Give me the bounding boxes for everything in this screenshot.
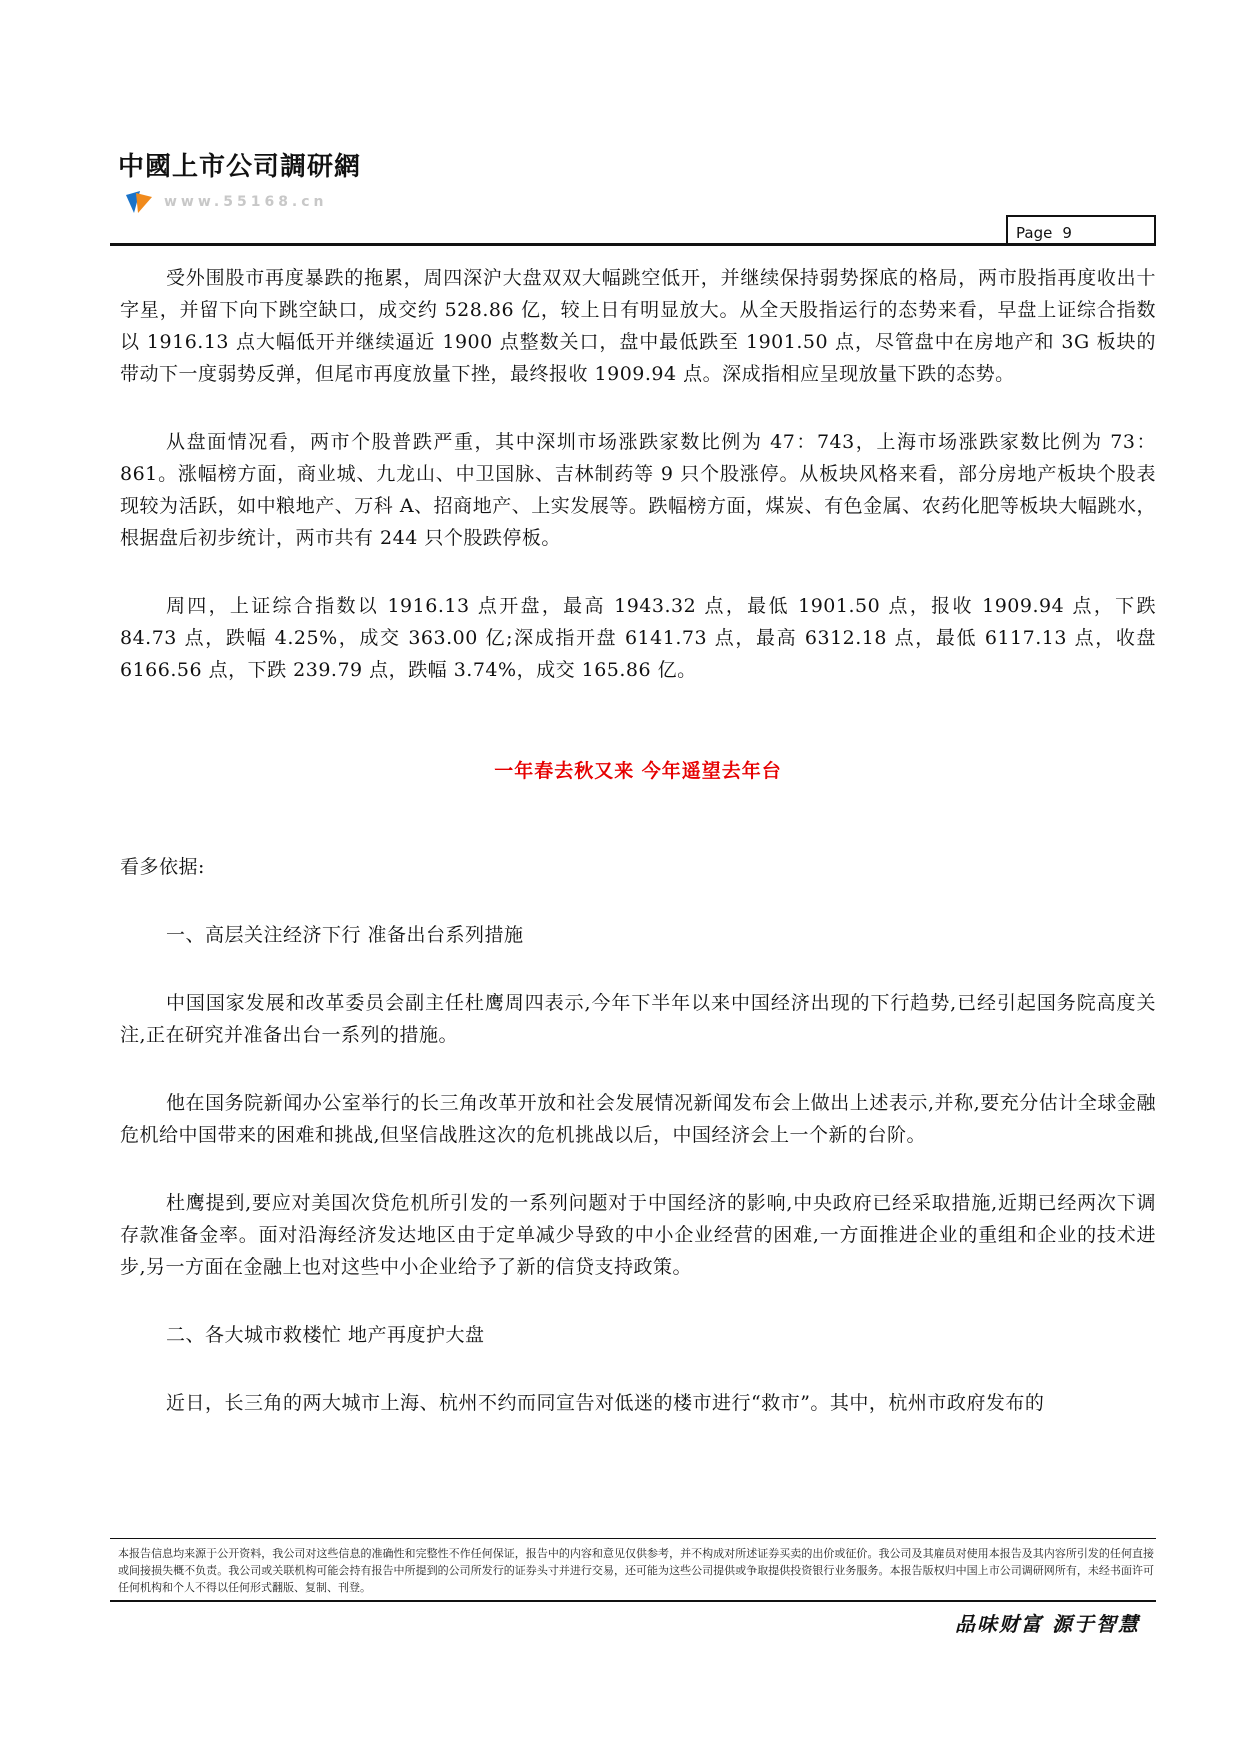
heading-two: 二、各大城市救楼忙 地产再度护大盘 bbox=[166, 1324, 485, 1346]
paragraph-property-rescue: 近日，长三角的两大城市上海、杭州不约而同宣告对低迷的楼市进行“救市”。其中，杭州市政府发布的 bbox=[166, 1392, 1045, 1414]
page-number: 9 bbox=[1062, 224, 1072, 242]
footer-divider-bottom bbox=[110, 1600, 1156, 1602]
page-label: Page bbox=[1016, 224, 1053, 242]
paragraph-market-breadth: 从盘面情况看，两市个股普跌严重，其中深圳市场涨跌家数比例为 47：743，上海市场涨跌家数比例为 73：861。涨幅榜方面，商业城、九龙山、中卫国脉、吉林制药等 9 只个股涨停。从板块风格来看，部分房地产板块个股表现较为活跃，如中粮地产、万科 A、招商地产、上实发展等。跌幅榜方面，煤炭、有色金属、农药化肥等板块大幅跳水，根据盘后初步统计，两市共有 244 只个股跌停板。 bbox=[120, 431, 1156, 549]
paragraph-index-data: 周四，上证综合指数以 1916.13 点开盘，最高 1943.32 点，最低 1901.50 点，报收 1909.94 点，下跌 84.73 点，跌幅 4.25%，成交 363.00 亿;深成指开盘 6141.73 点，最高 6312.18 点，最低 6117.13 点，收盘 6166.56 点，下跌 239.79 点，跌幅 3.74%，成交 165.86 亿。 bbox=[120, 595, 1156, 681]
paragraph-market-summary: 受外围股市再度暴跌的拖累，周四深沪大盘双双大幅跳空低开，并继续保持弱势探底的格局，两市股指再度收出十字星，并留下向下跳空缺口，成交约 528.86 亿，较上日有明显放大。从全天股指运行的态势来看，早盘上证综合指数以 1916.13 点大幅低开并继续逼近 1900 点整数关口，盘中最低跌至 1901.50 点，尽管盘中在房地产和 3G 板块的带动下一度弱势反弹，但尾市再度放量下挫，最终报收 1909.94 点。深成指相应呈现放量下跌的态势。 bbox=[120, 267, 1156, 385]
logo-mark-icon bbox=[124, 189, 154, 215]
paragraph-policy-measures: 杜鹰提到,要应对美国次贷危机所引发的一系列问题对于中国经济的影响,中央政府已经采取措施,近期已经两次下调存款准备金率。面对沿海经济发达地区由于定单减少导致的中小企业经营的困难,一方面推进企业的重组和企业的技术进步,另一方面在金融上也对这些中小企业给予了新的信贷支持政策。 bbox=[120, 1192, 1156, 1278]
heading-one: 一、高层关注经济下行 准备出台系列措施 bbox=[166, 924, 524, 946]
document-body bbox=[120, 262, 1156, 1455]
header-divider bbox=[110, 243, 1156, 246]
page-indicator bbox=[1006, 215, 1156, 243]
section-subtitle: 一年春去秋又来 今年遥望去年台 bbox=[494, 760, 782, 782]
logo-url: www.55168.cn bbox=[164, 194, 328, 210]
bullish-basis-label: 看多依据: bbox=[120, 856, 205, 878]
site-logo bbox=[118, 146, 361, 215]
paragraph-press-conference: 他在国务院新闻办公室举行的长三角改革开放和社会发展情况新闻发布会上做出上述表示,并称,要充分估计全球金融危机给中国带来的困难和挑战,但坚信战胜这次的危机挑战以后，中国经济会上一个新的台阶。 bbox=[120, 1092, 1156, 1146]
footer-slogan: 品味财富 源于智慧 bbox=[955, 1612, 1140, 1636]
logo-title: 中國上市公司調研網 bbox=[118, 152, 362, 182]
logo-url-row bbox=[118, 189, 361, 215]
legal-disclaimer: 本报告信息均来源于公开资料，我公司对这些信息的准确性和完整性不作任何保证，报告中的内容和意见仅供参考，并不构成对所述证券买卖的出价或征价。我公司及其雇员对使用本报告及其内容所引发的任何直接或间接损失概不负责。我公司或关联机构可能会持有报告中所提到的公司所发行的证券头寸并进行交易，还可能为这些公司提供或争取提供投资银行业务服务。本报告版权归中国上市公司调研网所有，未经书面许可任何机构和个人不得以任何形式翻版、复制、刊登。 bbox=[118, 1547, 1154, 1594]
footer-divider-top bbox=[110, 1538, 1156, 1539]
paragraph-ndrc-statement: 中国国家发展和改革委员会副主任杜鹰周四表示,今年下半年以来中国经济出现的下行趋势,已经引起国务院高度关注,正在研究并准备出台一系列的措施。 bbox=[120, 992, 1156, 1046]
